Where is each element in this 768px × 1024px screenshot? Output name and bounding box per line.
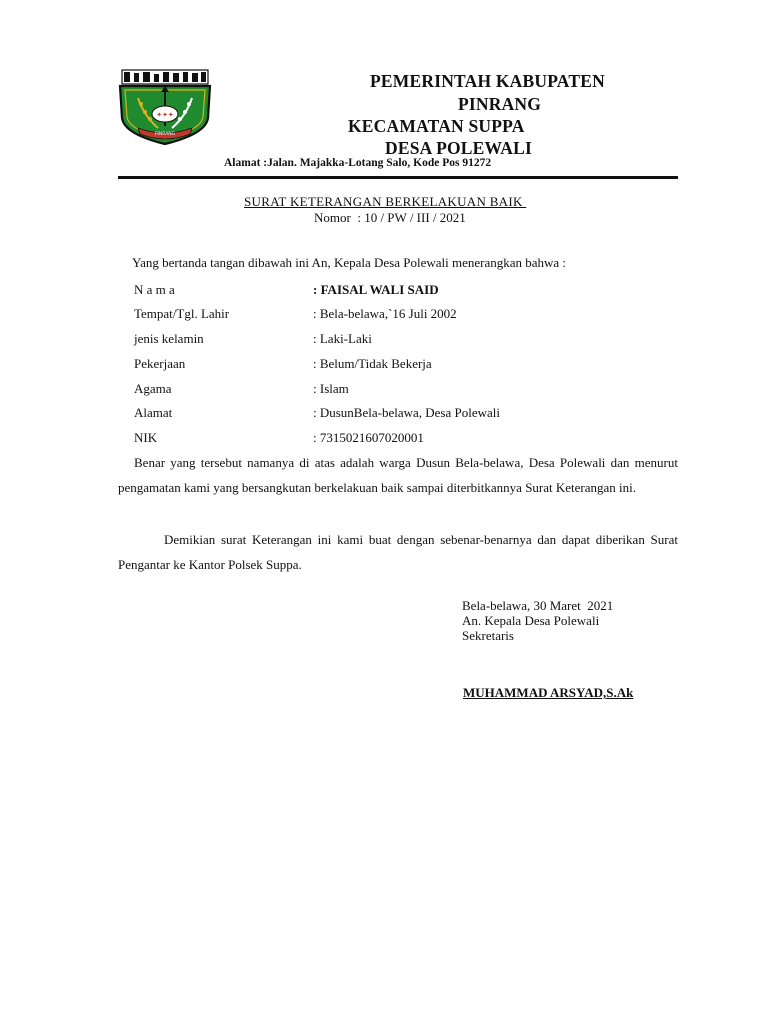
field-row-nik: [134, 430, 684, 450]
field-row-address: [134, 405, 684, 425]
field-label: Tempat/Tgl. Lahir: [134, 306, 230, 321]
pinrang-coat-of-arms-logo: [116, 68, 214, 146]
field-value: : DusunBela-belawa, Desa Polewali: [313, 405, 501, 420]
letterhead-divider: [118, 176, 678, 179]
letterhead-address: Alamat :Jalan. Majakka-Lotang Salo, Kode Pos 91272: [224, 157, 492, 169]
signature-on-behalf: An. Kepala Desa Polewali: [462, 613, 600, 628]
field-label: NIK: [134, 430, 158, 445]
field-label: jenis kelamin: [134, 331, 204, 346]
letterhead-village: DESA POLEWALI: [385, 138, 533, 158]
field-value: : FAISAL WALI SAID: [313, 282, 439, 297]
field-value: : 7315021607020001: [313, 430, 424, 445]
field-row-gender: [134, 331, 684, 351]
field-row-religion: [134, 381, 684, 401]
signature-place-date: Bela-belawa, 30 Maret 2021: [462, 598, 614, 613]
signature-name: MUHAMMAD ARSYAD,S.Ak: [463, 685, 634, 700]
field-value: : Islam: [313, 381, 349, 396]
letter-intro: Yang bertanda tangan dibawah ini An, Kepala Desa Polewali menerangkan bahwa :: [132, 255, 567, 270]
field-row-birth: [134, 306, 684, 326]
field-value: : Bela-belawa,`16 Juli 2002: [313, 306, 457, 321]
letter-number: Nomor : 10 / PW / III / 2021: [314, 210, 466, 225]
svg-text:✦✦✦: ✦✦✦: [156, 111, 174, 119]
letterhead-government: PEMERINTAH KABUPATEN: [370, 71, 605, 91]
field-label: Agama: [134, 381, 172, 396]
field-label: Pekerjaan: [134, 356, 186, 371]
body-paragraph-closing: Demikian surat Keterangan ini kami buat dengan sebenar-benarnya dan dapat diberikan Surat Pengantar ke Kantor Polsek Suppa.: [118, 532, 678, 572]
field-row-name: [134, 282, 684, 302]
field-label: N a m a: [134, 282, 175, 297]
field-value: : Laki-Laki: [313, 331, 372, 346]
field-value: : Belum/Tidak Bekerja: [313, 356, 432, 371]
letterhead-regency: PINRANG: [458, 94, 542, 114]
logo-ribbon-text: PINRANG: [154, 132, 176, 137]
letterhead-district: KECAMATAN SUPPA: [348, 116, 525, 136]
signature-position: Sekretaris: [462, 628, 514, 643]
letter-title: SURAT KETERANGAN BERKELAKUAN BAIK: [244, 194, 527, 209]
field-label: Alamat: [134, 405, 173, 420]
field-row-occupation: [134, 356, 684, 376]
body-paragraph-statement: Benar yang tersebut namanya di atas adalah warga Dusun Bela-belawa, Desa Polewali dan menurut pengamatan kami yang bersangkutan berkelakuan baik sampai diterbitkannya Surat Keterangan ini.: [118, 455, 678, 495]
